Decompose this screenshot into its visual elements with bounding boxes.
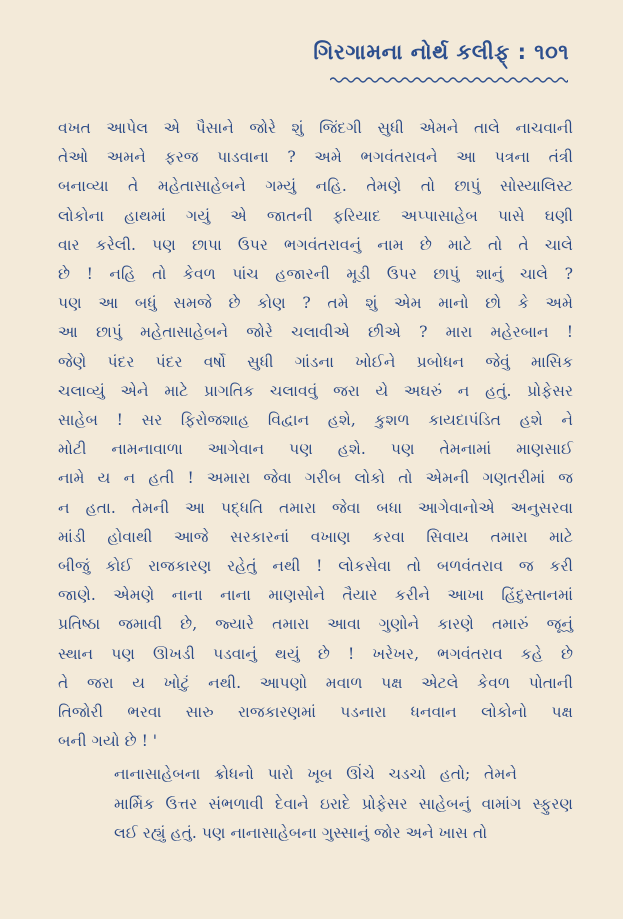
text-line: તેઓ અમને ફરજ પાડવાના ? અમે ભગવંતરાવને આ પત્રના તંત્રી (58, 148, 573, 167)
text-line: લઈ રહ્યું હતું. પણ નાનાસાહેબના ગુસ્સાનું જોર અને ખાસ તો (114, 823, 488, 842)
text-line: બીજું કોઈ રાજકારણ રહેતું નથી ! લોકસેવા તો બળવંતરાવ જ કરી (58, 557, 573, 576)
text-line: વખત આપેલ એ પૈસાને જોરે શું જિંદગી સુધી એમને તાલે નાચવાની (58, 119, 573, 137)
text-line: નાનાસાહેબના ક્રોધનો પારો ખૂબ ઊંચે ચડચો હતો; તેમને (114, 765, 517, 784)
text-line: જાણે. એમણે નાના નાના માણસોને તૈયાર કરીને આખા હિંદુસ્તાનમાં (58, 586, 573, 605)
text-line: આ છાપું મહેતાસાહેબને જોરે ચલાવીએ છીએ ? મારા મહેરબાન ! (58, 323, 574, 342)
paragraph (58, 114, 573, 756)
text-line: મોટી નામનાવાળા આગેવાન પણ હશે. પણ તેમનામાં માણસાઈ (58, 440, 574, 459)
text-line: પ્રતિષ્ઠા જમાવી છે, જ્યારે તમારા આવા ગુણોને કારણે તમારું જૂનું (58, 615, 574, 634)
text-line: બનાવ્યા તે મહેતાસાહેબને ગમ્યું નહિ. તેમણે તો છાપું સોસ્યાલિસ્ટ (58, 177, 573, 196)
text-line: ન હતા. તેમની આ પદ્ધતિ તમારા જેવા બધા આગેવાનોએ અનુસરવા (58, 498, 573, 517)
body-text (58, 114, 573, 848)
text-line: ચલાવ્યું એને માટે પ્રાગતિક ચલાવવું જરા યે અઘરું ન હતું. પ્રોફેસર (58, 381, 574, 400)
text-line: સ્થાન પણ ઊખડી પડવાનું થયું છે ! ખરેખર, ભગવંતરાવ કહે છે (58, 644, 574, 663)
text-line: બની ગયો છે ! ' (58, 732, 158, 751)
text-line: માર્મિક ઉત્તર સંભળાવી દેવાને ઇરાદે પ્રોફેસર સાહેબનું વામાંગ સ્ફુરણ (114, 794, 574, 813)
text-line: સાહેબ ! સર ફિરોજશાહ વિદ્વાન હશે, કુશળ કાયદાપંડિત હશે ને (58, 411, 573, 430)
text-line: લોકોના હાથમાં ગયું એ જાતની ફરિયાદ અપ્પાસાહેબ પાસે ઘણી (58, 206, 573, 225)
running-header: ગિરગામના નોર્થ કલીફ્ : ૧૦૧ (313, 40, 569, 64)
text-line: માંડી હોવાથી આજે સરકારનાં વખાણ કરવા સિવાય તમારા માટે (58, 527, 573, 546)
text-line: છે ! નહિ તો કેવળ પાંચ હજારની મૂડી ઉપર છાપું શાનું ચાલે ? (58, 265, 573, 284)
text-line: વાર કરેલી. પણ છાપા ઉપર ભગવંતરાવનું નામ છે માટે તો તે ચાલે (58, 235, 573, 254)
text-line: તે જરા ય ખોટું નથી. આપણો મવાળ પક્ષ એટલે કેવળ પોતાની (58, 673, 573, 692)
paragraph (58, 760, 573, 848)
text-line: તિજોરી ભરવા સારુ રાજકારણમાં પડનારા ધનવાન લોકોનો પક્ષ (58, 703, 573, 722)
text-line: પણ આ બધું સમજે છે કોણ ? તમે શું એમ માનો છો કે અમે (58, 294, 574, 313)
header-wavy-rule (330, 76, 568, 84)
text-line: નામે ય ન હતી ! અમારા જેવા ગરીબ લોકો તો એમની ગણતરીમાં જ (58, 469, 574, 488)
text-line: જેણે પંદર પંદર વર્ષો સુધી ગાંડના ખોઈને પ્રબોધન જેવું માસિક (58, 352, 574, 371)
